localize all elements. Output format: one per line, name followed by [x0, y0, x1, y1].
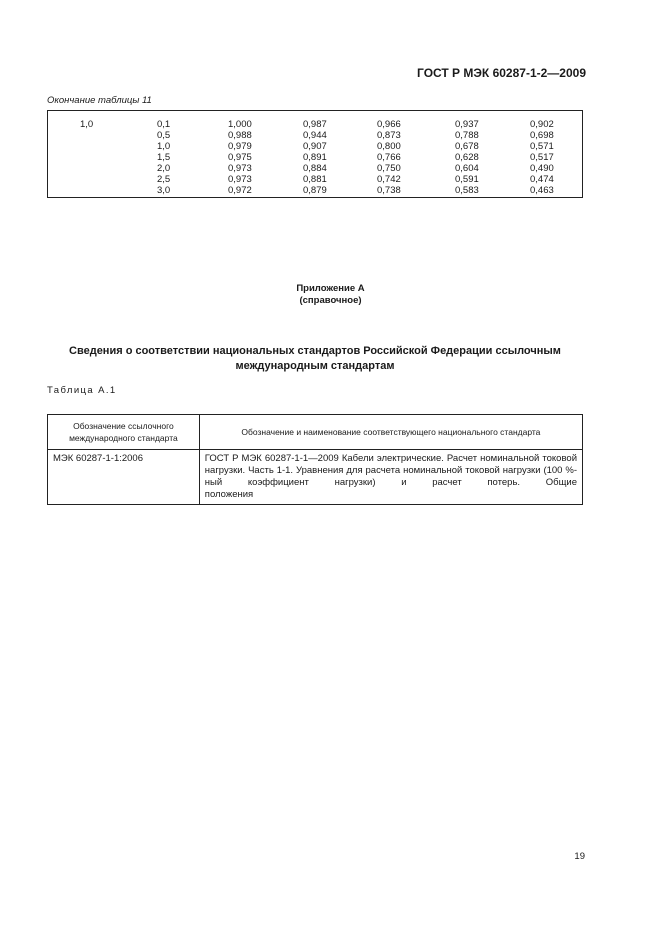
table11-cell: 0,979: [228, 141, 252, 152]
heading-line-2: международным стандартам: [235, 360, 395, 372]
table-a1-header-row: [48, 415, 583, 450]
table11-cell: 0,879: [303, 185, 327, 196]
table11-cell: 0,571: [530, 141, 554, 152]
table11-cell: 0,944: [303, 130, 327, 141]
table11-cell: 0,881: [303, 174, 327, 185]
table11-cell: 1,5: [157, 152, 171, 163]
header-ref-line-2: международного стандарта: [69, 433, 178, 443]
appendix-title: Приложение А: [296, 283, 365, 294]
table11-caption: Окончание таблицы 11: [47, 95, 152, 106]
table-a1-header-national: Обозначение и наименование соответствующего национального стандарта: [199, 415, 582, 450]
table11-cell: 0,873: [377, 130, 401, 141]
document-code: ГОСТ Р МЭК 60287-1-2—2009: [417, 66, 586, 80]
table11-cell: 0,987: [303, 119, 327, 130]
table11-cell: 0,788: [455, 130, 479, 141]
table11-cell: 0,628: [455, 152, 479, 163]
national-standard-text: ГОСТ Р МЭК 60287-1-1—2009 Кабели электрические. Расчет номинальной токовой нагрузки. Часть 1-1. Уравнения для расчета номинальной токовой нагрузки (100 %-ный коэффициент нагрузки) и расчет потерь. Общие: [204, 453, 577, 488]
table11-cell: 1,0: [157, 141, 171, 152]
table11-cell: 0,973: [228, 163, 252, 174]
table-a1-label: Таблица А.1: [47, 385, 117, 396]
appendix-block: [0, 283, 661, 307]
table-a1-ref-cell: МЭК 60287-1-1:2006: [48, 450, 200, 505]
table11-cell: 0,5: [157, 130, 171, 141]
table11-cell: 2,0: [157, 163, 171, 174]
table11-cell: 0,937: [455, 119, 479, 130]
table11-cell: 0,490: [530, 163, 554, 174]
table11-cell: 0,988: [228, 130, 252, 141]
table11-cell: 0,891: [303, 152, 327, 163]
heading-line-1: Сведения о соответствии национальных стандартов Российской Федерации ссылочным: [69, 345, 561, 357]
table11-cell: 0,907: [303, 141, 327, 152]
table11-cell: 0,1: [157, 119, 171, 130]
table11-cell: 0,750: [377, 163, 401, 174]
page-number: 19: [574, 851, 585, 862]
table-border-right: [582, 111, 583, 197]
table11-cell: 0,975: [228, 152, 252, 163]
table-a1: [47, 414, 583, 505]
table11-cell: 0,738: [377, 185, 401, 196]
table11-cell: 0,474: [530, 174, 554, 185]
table-a1-header-ref: [48, 415, 200, 450]
table11-cell: 2,5: [157, 174, 171, 185]
table11-cell: 0,766: [377, 152, 401, 163]
table-row: [48, 450, 583, 505]
table11-first-col: 1,0: [80, 119, 94, 130]
national-standard-text-end: положения: [204, 489, 254, 500]
table11-cell: 0,604: [455, 163, 479, 174]
table-border-left: [47, 111, 48, 197]
table-a1-national-cell: [199, 450, 582, 505]
table11-cell: 0,742: [377, 174, 401, 185]
table11-cell: 0,463: [530, 185, 554, 196]
appendix-subtitle: (справочное): [299, 295, 362, 306]
table11-cell: 0,972: [228, 185, 252, 196]
table11: [47, 110, 583, 198]
table11-cell: 3,0: [157, 185, 171, 196]
table11-cell: 0,800: [377, 141, 401, 152]
header-ref-line-1: Обозначение ссылочного: [73, 421, 174, 431]
table11-cell: 0,583: [455, 185, 479, 196]
table11-cell: 0,591: [455, 174, 479, 185]
table11-cell: 0,884: [303, 163, 327, 174]
table11-cell: 0,517: [530, 152, 554, 163]
table11-cell: 0,698: [530, 130, 554, 141]
table11-cell: 0,678: [455, 141, 479, 152]
section-heading: [47, 344, 583, 374]
table11-cell: 0,973: [228, 174, 252, 185]
table11-cell: 0,966: [377, 119, 401, 130]
table11-cell: 0,902: [530, 119, 554, 130]
table11-cell: 1,000: [228, 119, 252, 130]
